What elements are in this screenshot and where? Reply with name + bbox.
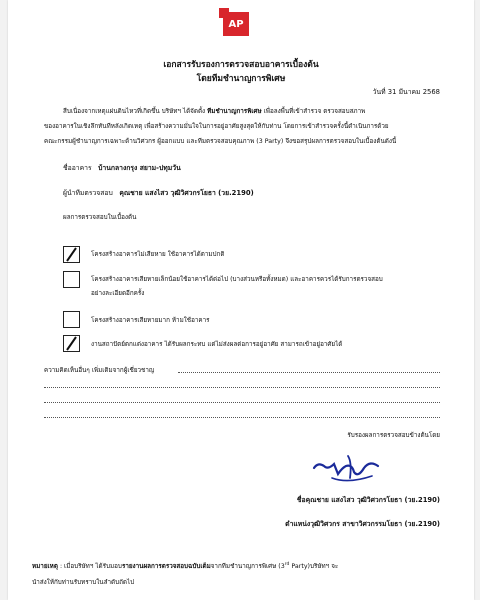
checkmark-icon: [64, 247, 79, 262]
document-subtitle: โดยทีมชำนาญการพิเศษ: [196, 74, 286, 84]
intro-team-name: ทีมชำนาญการพิเศษ: [207, 108, 262, 115]
document-page: [8, 0, 474, 600]
note-label: หมายเหตุ: [32, 563, 58, 570]
building-label: ชื่ออาคาร: [63, 164, 92, 172]
inspector-name: คุณชาย แสงไสว วุฒิวิศวกรโยธา (วย.2190): [119, 189, 254, 197]
intro-line-1: [63, 106, 365, 116]
note-text: : เมื่อบริษัทฯ ได้รับมอบ: [59, 563, 122, 570]
note-report-title: รายงานผลการตรวจสอบฉบับเต็ม: [121, 563, 211, 570]
option-4-checkbox[interactable]: [63, 335, 80, 352]
intro-line-3: คณะกรรมผู้ชำนาญการเฉพาะด้านวิศวกร ผู้ออกแบบ และทีมตรวจสอบคุณภาพ (3 Party) จึงขอสรุปผลการตรวจสอบในเบื้องต้นดังนี้: [44, 138, 397, 145]
signature-image: [308, 448, 388, 488]
document-date: วันที่ 31 มีนาคม 2568: [372, 88, 440, 96]
signer-position: ตำแหน่งวุฒิวิศวกร สาขาวิศวกรรมโยธา (วย.2190): [285, 520, 440, 528]
opinion-line-2[interactable]: [44, 387, 440, 388]
option-2-label-cont: อย่างละเอียดอีกครั้ง: [91, 290, 145, 297]
intro-text: เพื่อลงพื้นที่เข้าสำรวจ ตรวจสอบสภาพ: [263, 108, 366, 115]
company-logo: AP: [223, 12, 249, 36]
opinion-line-1[interactable]: [178, 372, 440, 373]
building-name: บ้านกลางกรุง สยาม-ปทุมวัน: [98, 164, 181, 172]
inspector-row: [63, 187, 254, 198]
document-title: เอกสารรับรองการตรวจสอบอาคารเบื้องต้น: [163, 60, 319, 70]
note-superscript: rd: [284, 561, 290, 567]
option-1-checkbox[interactable]: [63, 246, 80, 263]
opinion-label: ความคิดเห็นอื่นๆ เพิ่มเติมจากผู้เชี่ยวชาญ: [44, 367, 155, 374]
option-1-label: โครงสร้างอาคารไม่เสียหาย ใช้อาคารได้ตามปกติ: [91, 251, 225, 258]
inspector-label: ผู้นำทีมตรวจสอบ: [63, 189, 113, 197]
signer-name: ชื่อคุณชาย แสงไสว วุฒิวิศวกรโยธา (วย.2190): [296, 496, 440, 504]
building-row: [63, 162, 181, 173]
option-3-label: โครงสร้างอาคารเสียหายมาก ห้ามใช้อาคาร: [91, 317, 210, 324]
opinion-line-4[interactable]: [44, 417, 440, 418]
option-2-checkbox[interactable]: [63, 271, 80, 288]
intro-line-2: ของอาคารในเชิงลึกทันทีหลังเกิดเหตุ เพื่อสร้างความมั่นใจในการอยู่อาศัยสูงสุดให้กับท่าน โดยการเข้าสำรวจครั้งนี้ดำเนินการด้วย: [44, 123, 389, 130]
certify-text: รับรองผลการตรวจสอบข้างต้นโดย: [347, 432, 440, 439]
intro-text: สืบเนื่องจากเหตุแผ่นดินไหวที่เกิดขึ้น บริษัทฯ ได้จัดตั้ง: [63, 108, 206, 115]
note-line-1: [32, 561, 338, 571]
note-text: Party)บริษัทฯ จะ: [289, 563, 339, 570]
note-text: จากทีมชำนาญการพิเศษ (3: [210, 563, 285, 570]
option-3-checkbox[interactable]: [63, 311, 80, 328]
results-heading: ผลการตรวจสอบในเบื้องต้น: [63, 214, 137, 221]
checkmark-icon: [64, 336, 79, 351]
option-2-label: โครงสร้างอาคารเสียหายเล็กน้อยใช้อาคารได้ต่อไป (บางส่วนหรือทั้งหมด) และอาคารควรได้รับการตรวจสอบ: [91, 276, 383, 283]
option-4-label: งานสถาปัตย์ตกแต่งอาคาร ได้รับผลกระทบ แต่ไม่ส่งผลต่อการอยู่อาศัย สามารถเข้าอยู่อาศัยได้: [91, 341, 343, 348]
note-line-2: นำส่งให้กับท่านรับทราบในลำดับถัดไป: [32, 579, 135, 586]
opinion-line-3[interactable]: [44, 402, 440, 403]
